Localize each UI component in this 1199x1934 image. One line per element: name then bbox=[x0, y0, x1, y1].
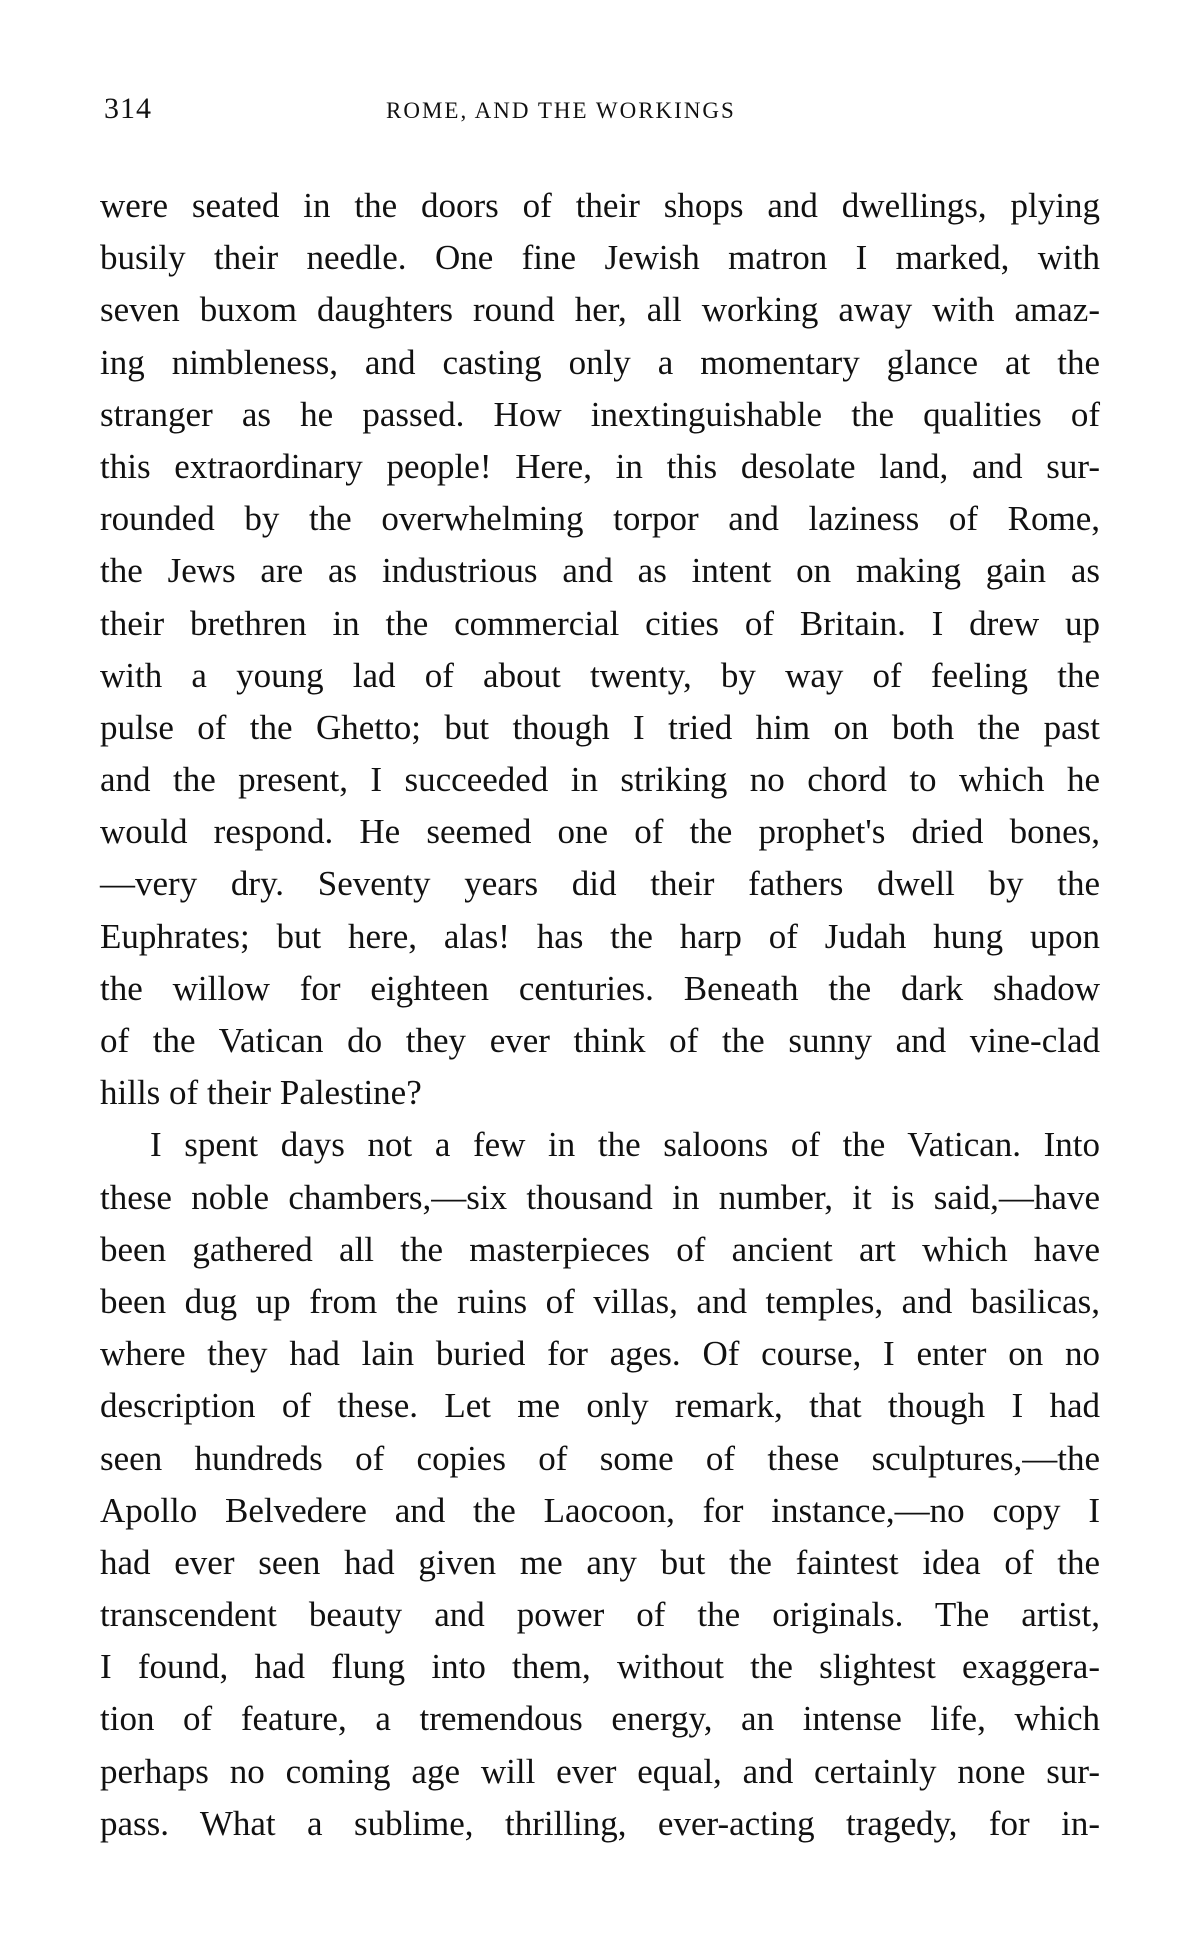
text-line: seen hundreds of copies of some of these sculptures,—the bbox=[100, 1438, 1100, 1478]
text-line: pulse of the Ghetto; but though I tried him on both the past bbox=[100, 707, 1100, 747]
text-line: stranger as he passed. How inextinguishable the qualities of bbox=[100, 394, 1100, 434]
text-line: these noble chambers,—six thousand in number, it is said,—have bbox=[100, 1177, 1100, 1217]
text-line: and the present, I succeeded in striking no chord to which he bbox=[100, 760, 1100, 800]
text-line: were seated in the doors of their shops and dwellings, plying bbox=[100, 186, 1100, 225]
running-title: ROME, AND THE WORKINGS bbox=[386, 98, 736, 123]
body-text bbox=[100, 180, 1100, 1850]
text-line: the willow for eighteen centuries. Beneath the dark shadow bbox=[100, 968, 1100, 1008]
text-line: Euphrates; but here, alas! has the harp of Judah hung upon bbox=[100, 916, 1100, 956]
paragraph-start-line: I spent days not a few in the saloons of the Vatican. Into bbox=[150, 1125, 1100, 1165]
page-number: 314 bbox=[104, 92, 152, 125]
text-line: rounded by the overwhelming torpor and laziness of Rome, bbox=[100, 499, 1100, 539]
running-head bbox=[100, 92, 1100, 132]
paragraph-end-line: hills of their Palestine? bbox=[100, 1073, 422, 1113]
text-line: where they had lain buried for ages. Of course, I enter on no bbox=[100, 1334, 1100, 1374]
text-line: tion of feature, a tremendous energy, an intense life, which bbox=[100, 1699, 1100, 1739]
text-line: been gathered all the masterpieces of ancient art which have bbox=[100, 1229, 1100, 1269]
text-line: this extraordinary people! Here, in this desolate land, and sur- bbox=[100, 446, 1100, 486]
text-line: ing nimbleness, and casting only a momentary glance at the bbox=[100, 342, 1100, 382]
text-line: Apollo Belvedere and the Laocoon, for instance,—no copy I bbox=[100, 1490, 1100, 1530]
text-line: the Jews are as industrious and as intent on making gain as bbox=[100, 551, 1100, 591]
text-line: been dug up from the ruins of villas, and temples, and basilicas, bbox=[100, 1281, 1100, 1321]
text-line: of the Vatican do they ever think of the sunny and vine-clad bbox=[100, 1021, 1100, 1060]
text-line: —very dry. Seventy years did their fathers dwell by the bbox=[100, 864, 1100, 904]
text-line: their brethren in the commercial cities of Britain. I drew up bbox=[100, 603, 1100, 643]
text-line: description of these. Let me only remark, that though I had bbox=[100, 1386, 1100, 1426]
text-line: transcendent beauty and power of the originals. The artist, bbox=[100, 1595, 1100, 1635]
text-line: seven buxom daughters round her, all working away with amaz- bbox=[100, 290, 1100, 330]
text-line: pass. What a sublime, thrilling, ever-acting tragedy, for in- bbox=[100, 1803, 1100, 1843]
text-line: had ever seen had given me any but the faintest idea of the bbox=[100, 1542, 1100, 1582]
text-line: perhaps no coming age will ever equal, and certainly none sur- bbox=[100, 1751, 1100, 1791]
text-line: with a young lad of about twenty, by way of feeling the bbox=[100, 655, 1100, 695]
text-line: I found, had flung into them, without the slightest exaggera- bbox=[100, 1647, 1100, 1687]
text-line: would respond. He seemed one of the prophet's dried bones, bbox=[100, 812, 1100, 852]
text-line: busily their needle. One fine Jewish matron I marked, with bbox=[100, 238, 1100, 278]
